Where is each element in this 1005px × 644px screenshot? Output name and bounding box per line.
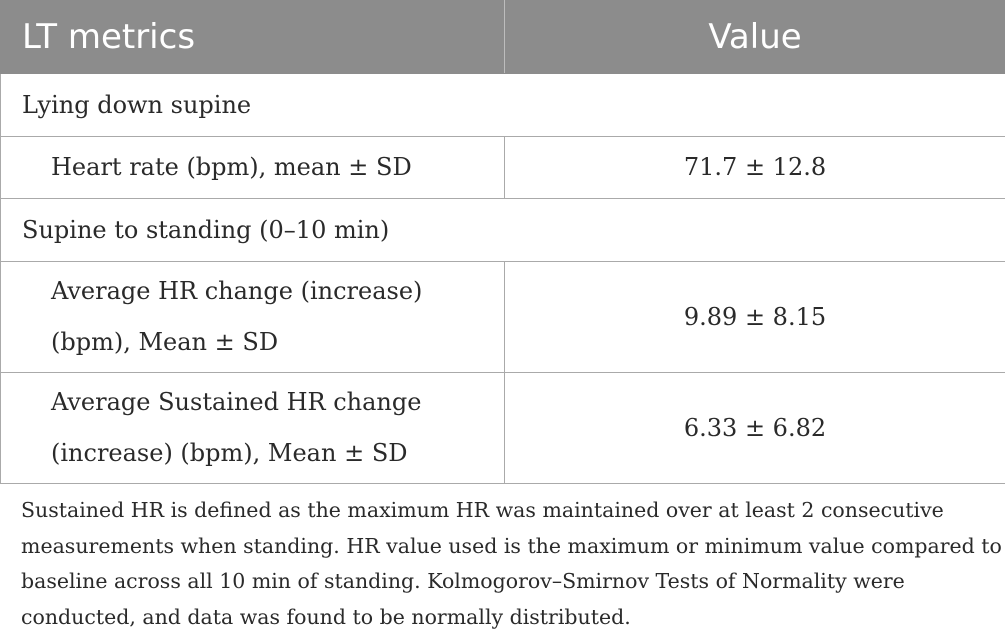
table-footnote: Sustained HR is defined as the maximum HR was maintained over at least 2 consecutive measurements when standing. HR value used is the maximum or minimum value compared to baseline across all 10 min of standing. Kolmogorov–Smirnov Tests of Normality were conducted, and data was found to be normally distributed.: [21, 498, 1002, 629]
metric-value: 6.33 ± 6.82: [505, 373, 1005, 484]
table-row: [1, 137, 1005, 199]
metric-label: Heart rate (bpm), mean ± SD: [1, 137, 505, 199]
section-title: Lying down supine: [1, 74, 1005, 137]
metric-label: Average Sustained HR change (increase) (bpm), Mean ± SD: [1, 373, 505, 484]
section-row-lying-down-supine: [1, 74, 1005, 137]
table-row: [1, 262, 1005, 373]
table-header-row: [1, 1, 1005, 74]
metric-value: 71.7 ± 12.8: [505, 137, 1005, 199]
column-header-lt-metrics: LT metrics: [1, 1, 505, 74]
section-row-supine-to-standing: [1, 199, 1005, 262]
metric-label: Average HR change (increase) (bpm), Mean ± SD: [1, 262, 505, 373]
section-title: Supine to standing (0–10 min): [1, 199, 1005, 262]
column-header-value: Value: [505, 1, 1005, 74]
metric-value: 9.89 ± 8.15: [505, 262, 1005, 373]
table-row: [1, 373, 1005, 484]
